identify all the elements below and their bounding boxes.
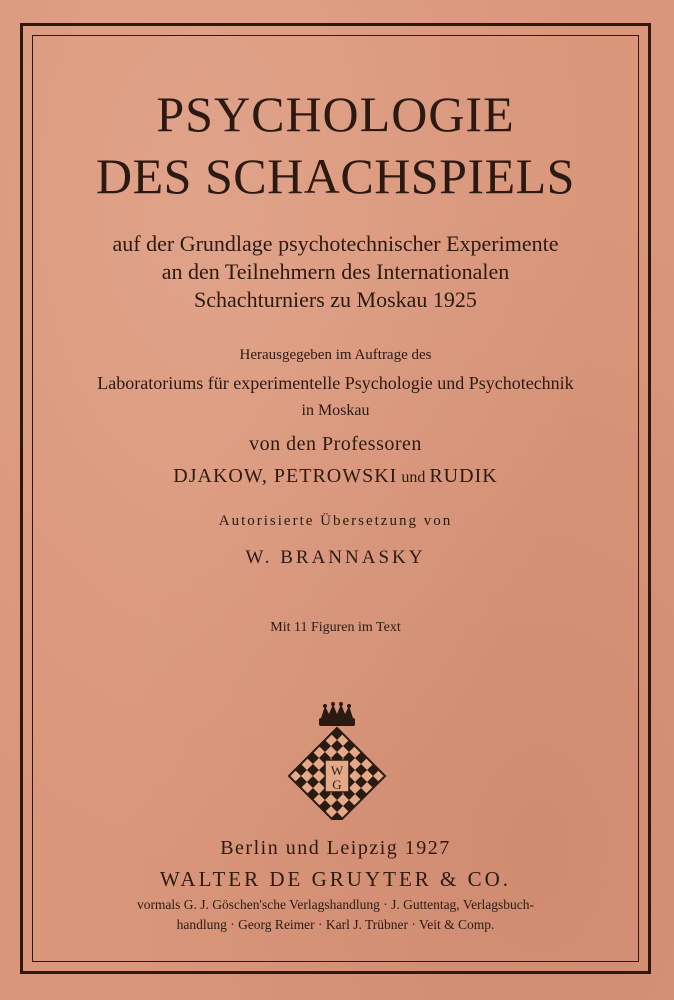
translation-label: Autorisierte Übersetzung von — [218, 513, 453, 529]
title-line-1: PSYCHOLOGIE — [156, 86, 515, 142]
author-names — [34, 465, 637, 488]
publisher-history-line-1: vormals G. J. Göschen'sche Verlagshandlung · J. Guttentag, Verlagsbuch- — [136, 897, 535, 912]
logo-monogram-w: W — [330, 763, 344, 778]
title-line-2: DES SCHACHSPIELS — [96, 148, 575, 204]
subtitle-line-1: auf der Grundlage psychotechnischer Experimente — [112, 231, 559, 256]
author-name-last: RUDIK — [429, 465, 498, 487]
chess-crown-shield-icon — [285, 702, 389, 825]
commission-line-3: in Moskau — [301, 402, 370, 419]
commission-line-1: Herausgegeben im Auftrage des — [239, 347, 432, 363]
authors-intro: von den Professoren — [249, 433, 422, 455]
publisher-history-line-2: handlung · Georg Reimer · Karl J. Trübner · Veit & Comp. — [176, 917, 495, 932]
author-names-und: und — [397, 469, 430, 486]
figures-note: Mit 11 Figuren im Text — [270, 620, 401, 635]
subtitle-line-3: Schachturniers zu Moskau 1925 — [194, 287, 477, 312]
place-and-year: Berlin und Leipzig 1927 — [220, 837, 451, 859]
logo-monogram-g: G — [332, 777, 342, 792]
publisher-name: WALTER DE GRUYTER & CO. — [159, 867, 512, 891]
author-names-main: DJAKOW, PETROWSKI — [173, 465, 398, 487]
title-page-content — [34, 37, 637, 960]
translator-name: W. BRANNASKY — [245, 547, 426, 568]
commission-line-2: Laboratoriums für experimentelle Psychologie und Psychotechnik — [97, 373, 574, 393]
subtitle-line-2: an den Teilnehmern des Internationalen — [161, 259, 510, 284]
